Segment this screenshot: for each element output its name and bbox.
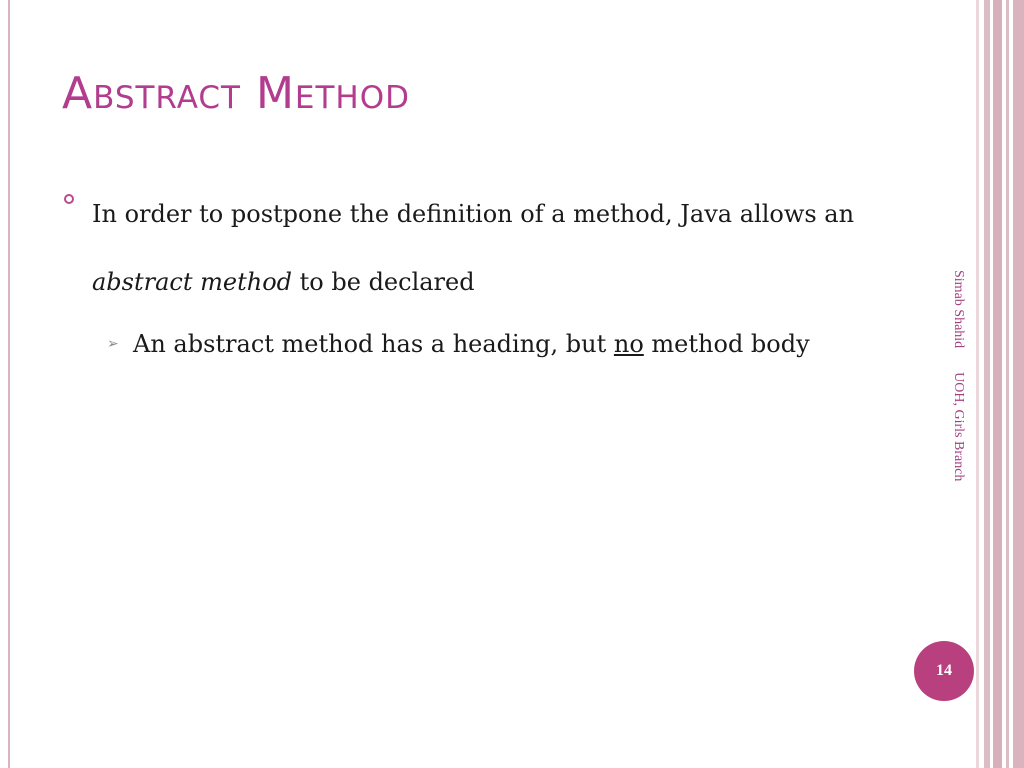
- right-decor-stripe: [993, 0, 1002, 768]
- sub-bullet-underlined: no: [613, 330, 644, 358]
- sub-bullet-text: An abstract method has a heading, but: [133, 330, 614, 358]
- footer-author: Simab Shahid: [951, 270, 966, 349]
- bullet-1-suffix: to be declared: [292, 268, 475, 296]
- sub-bullet-point-1: [133, 325, 913, 363]
- right-decor-stripe: [976, 0, 979, 768]
- bullet-circle-icon: [64, 194, 74, 204]
- left-border-line: [8, 0, 10, 768]
- vertical-footer: [950, 270, 966, 481]
- arrow-bullet-icon: ➢: [107, 336, 119, 352]
- right-decor-stripe: [984, 0, 990, 768]
- slide-number-badge: 14: [914, 641, 974, 701]
- sub-bullet-suffix: method body: [643, 330, 810, 358]
- right-decor-stripe: [1006, 0, 1009, 768]
- slide-title: Abstract Method: [62, 68, 411, 119]
- right-decor-stripe: [1013, 0, 1024, 768]
- footer-institution: UOH, Girls Branch: [951, 372, 966, 482]
- bullet-1-emphasis: abstract method: [92, 268, 293, 296]
- bullet-point-1: [92, 180, 912, 316]
- bullet-1-text: In order to postpone the definition of a method, Java allows an: [92, 200, 855, 228]
